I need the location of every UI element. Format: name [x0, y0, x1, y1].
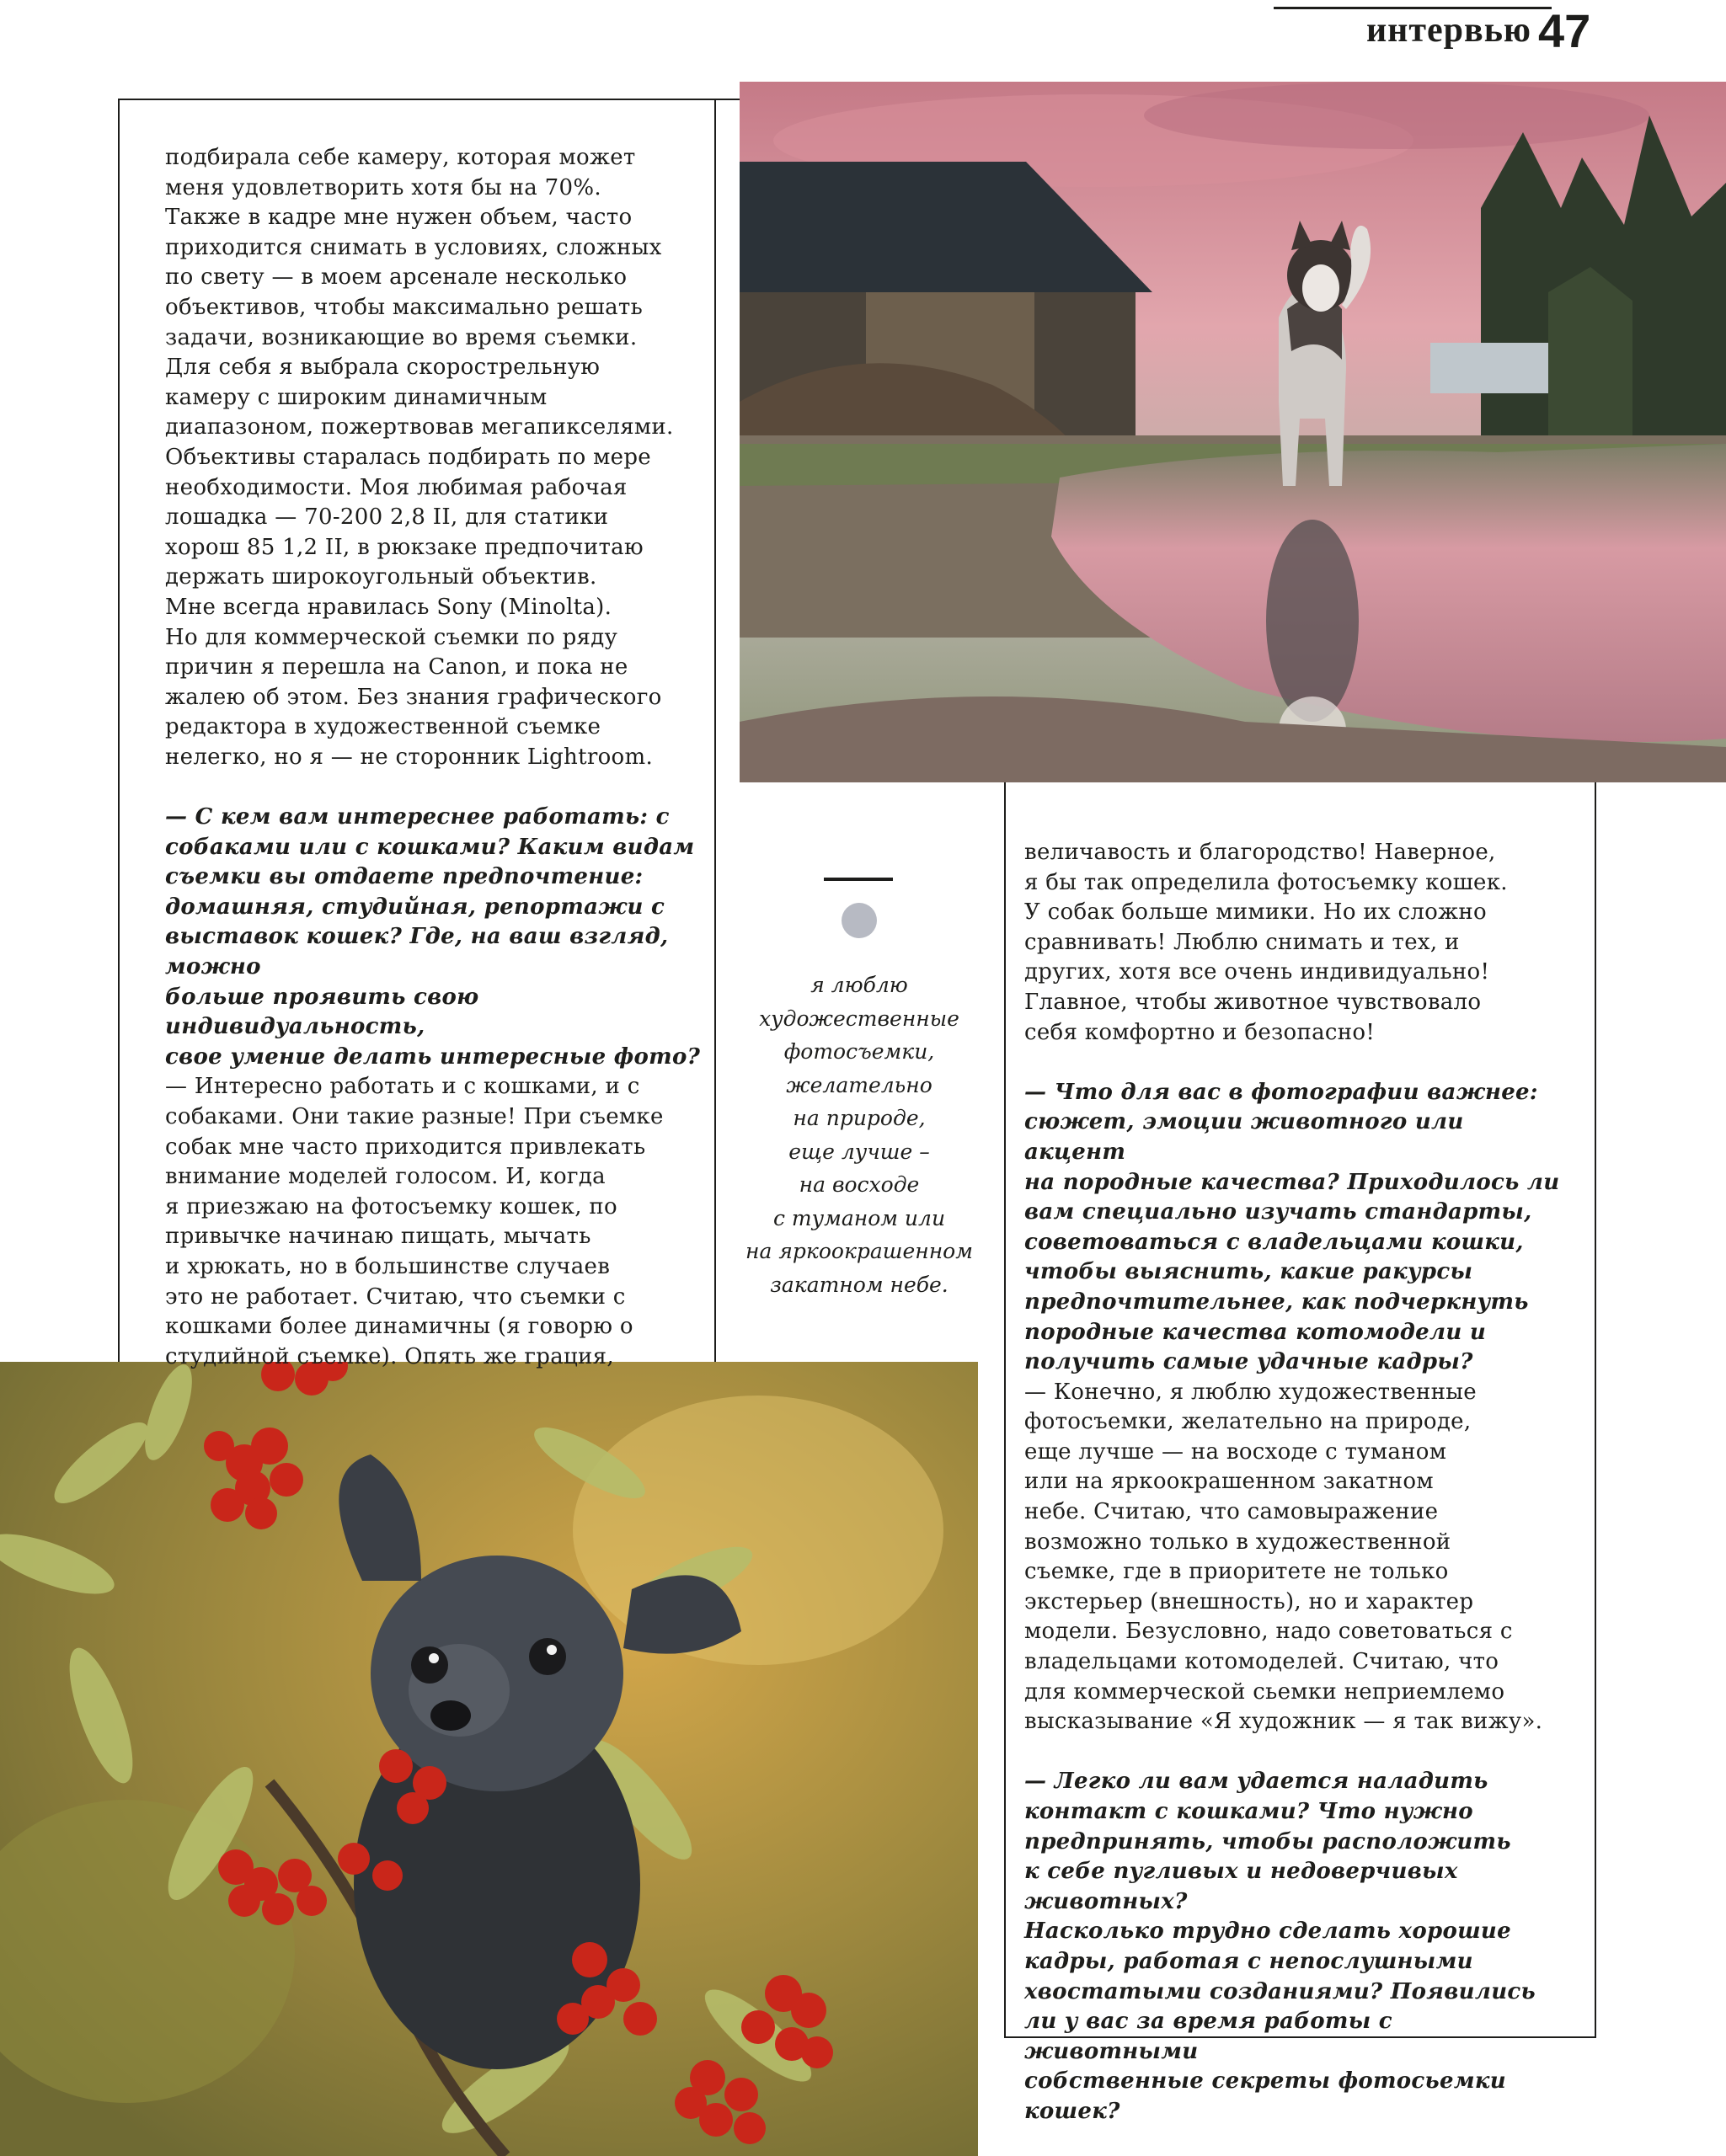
pull-quote-dot-icon	[842, 903, 877, 938]
question-photo-priorities: — Что для вас в фотографии важнее: сюжет, эмоции животного или акцент на породные качества? Приходилось ли вам специально изучать стандарты, советоваться с владельцами кошки, чтобы выяснить, какие ракурсы предпочтительнее, как подчеркнуть породные качества котомодели и получить самые удачные кадры?	[1024, 1079, 1560, 1375]
pull-quote-rule	[824, 878, 893, 881]
left-text-column	[165, 143, 704, 1402]
frame-line-right-column	[1004, 782, 1006, 2038]
question-cats-or-dogs: — С кем вам интереснее работать: с собаками или с кошками? Каким видам съемки вы отдаете предпочтение: домашняя, студийная, репортажи с выставок кошек? Где, на ваш взгляд, можно больше проявить свою индивидуальность, свое умение делать интересные фото?	[165, 804, 701, 1070]
right-text-column	[1024, 838, 1563, 2127]
frame-line-right	[1595, 782, 1596, 2038]
frame-line-left	[118, 99, 120, 1362]
left-paragraph-camera: подбирала себе камеру, которая может меня удовлетворить хотя бы на 70%. Также в кадре мне нужен объем, часто приходится снимать в условиях, сложных по свету — в моем арсенале несколько объективов, чтобы максимально решать задачи, возникающие во время съемки. Для себя я выбрала скорострельную камеру с широким динамичным диапазоном, пожертвовав мегапикселями. Объективы старалась подбирать по мере необходимости. Моя любимая рабочая лошадка — 70-200 2,8 II, для статики хорош 85 1,2 II, в рюкзаке предпочитаю держать широкоугольный объектив. Мне всегда нравилась Sony (Minolta). Но для коммерческой съемки по ряду причин я перешла на Canon, и пока не жалею об этом. Без знания графического редактора в художественной съемке нелегко, но я — не сторонник Lightroom.	[165, 145, 674, 770]
frame-line-middle	[714, 99, 716, 1362]
section-label: интервью	[1365, 11, 1531, 50]
right-paragraph-grace: величавость и благородство! Наверное, я бы так определила фотосъемку кошек. У собак больше мимики. Но их сложно сравнивать! Люблю снимать и тех, и других, хотя все очень индивидуально! Главное, чтобы животное чувствовало себя комфортно и безопасно!	[1024, 840, 1508, 1045]
frame-line-top	[118, 99, 741, 100]
page-number: 47	[1538, 4, 1591, 57]
answer-cats-or-dogs: — Интересно работать и с кошками, и с собаками. Они такие разные! При съемке собак мне часто приходится привлекать внимание моделей голосом. И, когда я приезжаю на фотосъемку кошек, по привычке начинаю пищать, мычать и хрюкать, но в большинстве случаев это не работает. Считаю, что съемки с кошками более динамичны (я говорю о студийной съемке). Опять же грация,	[165, 1074, 664, 1369]
question-contact-with-cats: — Легко ли вам удается наладить контакт с кошками? Что нужно предпринять, чтобы расположить к себе пугливых и недоверчивых животных? Насколько трудно сделать хорошие кадры, работая с непослушными хвостатыми созданиями? Появились ли у вас за время работы с животными собственные секреты фотосьемки кошек?	[1024, 1769, 1536, 2124]
dog-rowan-photo	[0, 1362, 978, 2156]
husky-puddle-photo	[740, 82, 1726, 782]
header-rule	[1274, 7, 1552, 9]
answer-photo-priorities: — Конечно, я люблю художественные фотосъемки, желательно на природе, еще лучше — на восходе с туманом или на яркоокрашенном закатном небе. Считаю, что самовыражение возможно только в художественной съемке, где в приоритете не только экстерьер (внешность), но и характер модели. Безусловно, надо советоваться с владельцами котомоделей. Считаю, что для коммерческой сьемки неприемлемо высказывание «Я художник — я так вижу».	[1024, 1379, 1543, 1735]
pull-quote: я люблю художественные фотосъемки, желательно на природе, еще лучше – на восходе с туманом или на яркоокрашенном закатном небе.	[745, 973, 973, 1297]
